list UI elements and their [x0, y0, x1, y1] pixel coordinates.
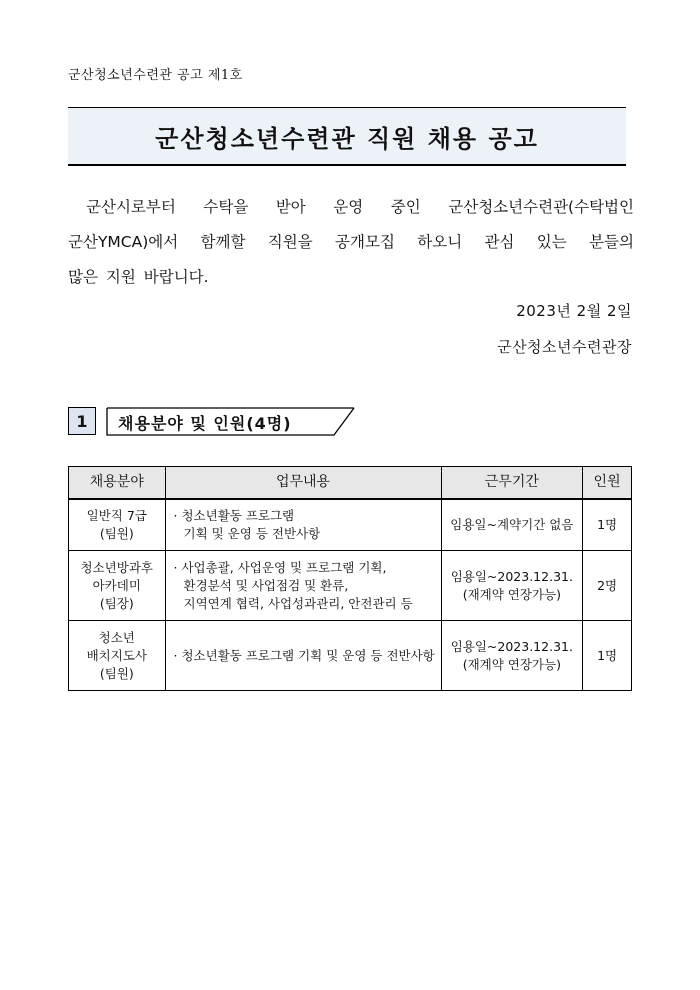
count-cell: 2명 [583, 551, 632, 621]
table-row [69, 621, 632, 691]
issuer: 군산청소년수련관장 [497, 338, 632, 356]
column-header: 업무내용 [165, 467, 441, 499]
duty-text: · 사업총괄, 사업운영 및 프로그램 기획, [173, 559, 387, 575]
notice-number: 군산청소년수련관 공고 제1호 [68, 68, 243, 83]
duties-cell [165, 621, 441, 691]
period-cell [441, 499, 583, 551]
duty-text: 지역연계 협력, 사업성과관리, 안전관리 등 [183, 595, 413, 611]
period-text: 임용일~계약기간 없음 [450, 516, 574, 532]
page-title: 군산청소년수련관 직원 채용 공고 [155, 124, 539, 153]
intro-line: 군산시로부터 수탁을 받아 운영 중인 군산청소년수련관(수탁법인 [86, 198, 634, 216]
period-text: (재계약 연장가능) [462, 586, 561, 602]
section-title: 채용분야 및 인원(4명) [118, 414, 292, 433]
title-banner [68, 107, 626, 166]
section-number: 1 [68, 407, 96, 435]
field-cell [69, 499, 166, 551]
intro-line: 많은 지원 바랍니다. [68, 268, 209, 286]
intro-line: 군산YMCA)에서 함께할 직원을 공개모집 하오니 관심 있는 분들의 [68, 233, 634, 251]
field-text: (팀원) [99, 525, 134, 541]
notice-date: 2023년 2월 2일 [516, 302, 632, 320]
duties-cell [165, 499, 441, 551]
field-cell [69, 621, 166, 691]
period-text: 임용일~2023.12.31. [450, 568, 573, 584]
period-text: (재계약 연장가능) [462, 656, 561, 672]
section-label-box [106, 407, 356, 435]
count-cell: 1명 [583, 499, 632, 551]
field-text: 일반직 7급 [86, 507, 147, 523]
column-header: 인원 [583, 467, 632, 499]
duty-text: 환경분석 및 사업점검 및 환류, [183, 577, 349, 593]
field-text: 아카데미 [92, 577, 141, 593]
section-heading [68, 407, 368, 435]
field-text: 청소년 [98, 629, 135, 645]
count-cell: 1명 [583, 621, 632, 691]
table-row [69, 499, 632, 551]
duty-text: 기획 및 운영 등 전반사항 [183, 525, 321, 541]
table-header-row [69, 467, 632, 499]
column-header: 근무기간 [441, 467, 583, 499]
period-cell [441, 621, 583, 691]
recruitment-table [68, 466, 632, 691]
duty-text: · 청소년활동 프로그램 [173, 507, 295, 523]
table-row [69, 551, 632, 621]
field-cell [69, 551, 166, 621]
intro-paragraph [68, 190, 634, 295]
field-text: 배치지도사 [86, 647, 147, 663]
duty-text: · 청소년활동 프로그램 기획 및 운영 등 전반사항 [173, 647, 435, 663]
field-text: 청소년방과후 [80, 559, 153, 575]
field-text: (팀원) [99, 665, 134, 681]
duties-cell [165, 551, 441, 621]
field-text: (팀장) [99, 595, 134, 611]
column-header: 채용분야 [69, 467, 166, 499]
period-cell [441, 551, 583, 621]
period-text: 임용일~2023.12.31. [450, 638, 573, 654]
